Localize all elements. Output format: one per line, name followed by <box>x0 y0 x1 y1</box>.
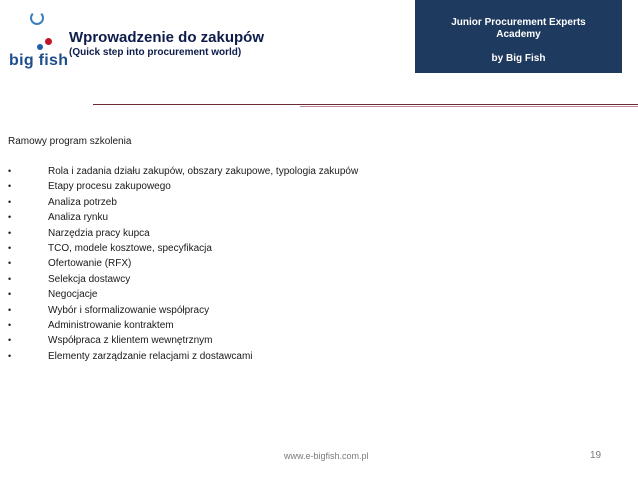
list-item-text: Analiza rynku <box>48 212 109 224</box>
badge-line-1: Junior Procurement Experts <box>451 17 586 28</box>
program-heading: Ramowy program szkolenia <box>8 136 132 147</box>
bullet-icon: • <box>8 227 12 238</box>
list-item-text: Rola i zadania działu zakupów, obszary zakupowe, typologia zakupów <box>48 166 359 177</box>
list-item-text: Administrowanie kontraktem <box>48 319 174 331</box>
page-number: 19 <box>590 450 602 461</box>
list-item-text: Współpraca z klientem wewnętrznym <box>48 335 213 347</box>
list-item-text: Narzędzia pracy kupca <box>48 227 150 239</box>
bullet-icon: • <box>8 212 12 223</box>
badge-line-3: by Big Fish <box>491 53 546 64</box>
list-item-text: Negocjacje <box>48 289 98 301</box>
badge-line-2: Academy <box>496 29 541 40</box>
bullet-icon: • <box>8 289 12 300</box>
academy-badge <box>415 0 622 73</box>
header-divider-secondary <box>300 106 638 107</box>
slide-subtitle: (Quick step into procurement world) <box>69 47 242 58</box>
logo-blue-dot-icon <box>37 44 43 50</box>
slide-title: Wprowadzenie do zakupów <box>69 29 265 46</box>
bullet-icon: • <box>8 350 12 361</box>
list-item-text: Wybór i sformalizowanie współpracy <box>48 304 210 316</box>
logo-text: big fish <box>9 52 69 69</box>
list-item-text: Etapy procesu zakupowego <box>48 181 171 193</box>
bullet-icon: • <box>8 166 12 176</box>
bullet-icon: • <box>8 196 12 207</box>
list-item-text: Elementy zarządzanie relacjami z dostawcami <box>48 350 253 362</box>
list-item-text: Ofertowanie (RFX) <box>48 258 132 270</box>
header-divider <box>93 104 638 105</box>
bullet-icon: • <box>8 319 12 330</box>
logo-red-dot-icon <box>45 38 52 45</box>
bullet-icon: • <box>8 273 12 284</box>
list-item-text: Analiza potrzeb <box>48 196 117 208</box>
footer-url: www.e-bigfish.com.pl <box>284 451 369 461</box>
bullet-icon: • <box>8 258 12 269</box>
logo-arc-icon <box>30 11 44 25</box>
bullet-icon: • <box>8 335 12 346</box>
bullet-icon: • <box>8 304 12 315</box>
list-item-text: Selekcja dostawcy <box>48 273 131 285</box>
bullet-icon: • <box>8 181 12 192</box>
list-item-text: TCO, modele kosztowe, specyfikacja <box>48 242 212 254</box>
big-fish-logo <box>8 8 68 68</box>
bullet-icon: • <box>8 242 12 253</box>
